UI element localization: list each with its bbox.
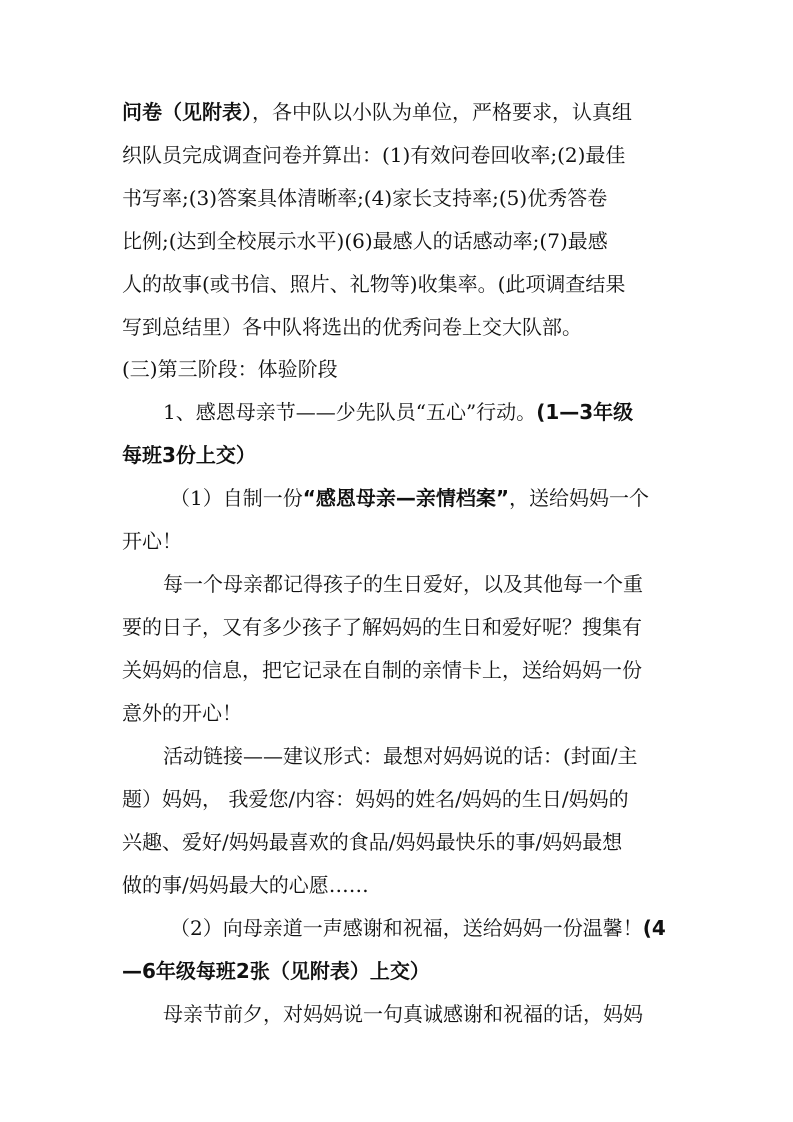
- text-run: (三)第三阶段：体验阶段: [122, 357, 338, 381]
- text-line-20: [170, 913, 666, 943]
- text-run: ，各中队以小队为单位，严格要求，认真组: [252, 100, 632, 124]
- text-line-11: [122, 526, 182, 556]
- text-line-1: [122, 97, 632, 127]
- text-run: 关妈妈的信息，把它记录在自制的亲情卡上，送给妈妈一份: [122, 658, 642, 682]
- text-run: 人的故事(或书信、照片、礼物等)收集率。(此项调查结果: [122, 272, 626, 296]
- text-line-5: [122, 269, 625, 299]
- text-run: 意外的开心！: [122, 701, 242, 725]
- text-run: 题）妈妈， 我爱您/内容：妈妈的姓名/妈妈的生日/妈妈的: [122, 787, 629, 811]
- text-run: （1）自制一份: [170, 486, 303, 510]
- text-run: （2）向母亲道一声感谢和祝福，送给妈妈一份温馨！: [170, 916, 643, 940]
- text-line-19: [122, 870, 369, 900]
- bold-run: (4: [642, 916, 666, 940]
- text-run: 1、感恩母亲节——少先队员“五心”行动。: [163, 400, 537, 424]
- bold-run: —6年级每班2张（见附表）上交）: [122, 959, 430, 983]
- text-line-21: [122, 956, 430, 986]
- text-line-10: [170, 483, 649, 513]
- text-line-14: [122, 655, 642, 685]
- bold-run: 每班3份上交）: [122, 443, 256, 467]
- text-run: 织队员完成调查问卷并算出：(1)有效问卷回收率;(2)最佳: [122, 143, 626, 167]
- section-heading: [122, 354, 338, 384]
- text-run: 要的日子，又有多少孩子了解妈妈的生日和爱好呢？搜集有: [122, 615, 642, 639]
- text-line-8: [163, 397, 633, 427]
- text-run: 做的事/妈妈最大的心愿……: [122, 873, 369, 897]
- text-run: 比例;(达到全校展示水平)(6)最感人的话感动率;(7)最感: [122, 229, 608, 253]
- text-run: 书写率;(3)答案具体清晰率;(4)家长支持率;(5)优秀答卷: [122, 186, 608, 210]
- text-run: 兴趣、爱好/妈妈最喜欢的食品/妈妈最快乐的事/妈妈最想: [122, 830, 623, 854]
- text-run: 母亲节前夕，对妈妈说一句真诚感谢和祝福的话，妈妈: [163, 1002, 643, 1026]
- text-line-12: [163, 569, 643, 599]
- bold-run: 问卷（见附表）: [122, 100, 252, 124]
- bold-run: (1—3年级: [536, 400, 634, 424]
- text-line-13: [122, 612, 642, 642]
- text-line-16: [163, 741, 638, 771]
- text-run: 写到总结里）各中队将选出的优秀问卷上交大队部。: [122, 315, 582, 339]
- text-run: 活动链接——建议形式：最想对妈妈说的话：(封面/主: [163, 744, 638, 768]
- text-line-3: [122, 183, 607, 213]
- text-line-4: [122, 226, 608, 256]
- text-line-22: [163, 999, 643, 1029]
- text-line-17: [122, 784, 629, 814]
- text-run: 开心！: [122, 529, 182, 553]
- text-line-15: [122, 698, 242, 728]
- text-line-9: [122, 440, 256, 470]
- bold-run: “感恩母亲—亲情档案”: [302, 486, 510, 510]
- text-line-6: [122, 312, 582, 342]
- text-run: 每一个母亲都记得孩子的生日爱好，以及其他每一个重: [163, 572, 643, 596]
- text-line-2: [122, 140, 625, 170]
- text-run: ，送给妈妈一个: [509, 486, 650, 510]
- text-line-18: [122, 827, 622, 857]
